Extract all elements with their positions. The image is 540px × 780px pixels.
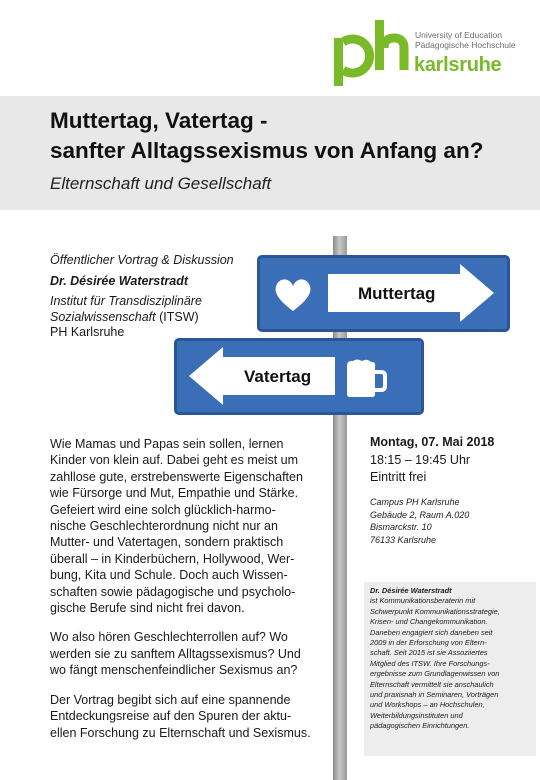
heart-icon: [273, 277, 313, 313]
event-date: Montag, 07. Mai 2018: [370, 435, 495, 449]
ph-karlsruhe-logo: [332, 18, 532, 88]
paragraph-1: Wie Mamas und Papas sein sollen, lernen Kinder von klein auf. Dabei geht es meist um zahllose gute, erstrebenswerte Eigenschaften wie Fürsorge und Mut, Empathie und Stärke. Gefeiert wird eine solch glücklich-harmo- nische Geschlechterordnung nicht nur an Mutter- und Vatertagen, sondern praktisch überall – in Kinderbüchern, Hollywood, Wer- bung, Kita und Schule. Doch auch Wissen- schaften sowie pädagogische und psycholo- gische Berufe sind nicht frei davon.: [50, 437, 303, 616]
speaker-name: Dr. Désirée Waterstradt: [50, 273, 189, 288]
lecture-format: Öffentlicher Vortrag & Diskussion: [50, 253, 234, 267]
event-venue: Campus PH Karlsruhe Gebäude 2, Raum A.020 Bismarckstr. 10 76133 Karlsruhe: [370, 497, 470, 545]
paragraph-2: Wo also hören Geschlechterrollen auf? Wo werden sie zu sanftem Alltagssexismus? Und wo fängt menschenfeindlicher Sexismus an?: [50, 630, 301, 678]
institute-line-1: Institut für Transdisziplinäre: [50, 294, 202, 308]
event-time: 18:15 – 19:45 Uhr: [370, 452, 471, 467]
muttertag-label: Muttertag: [358, 284, 436, 303]
vatertag-sign: [174, 338, 424, 415]
university-name: University of Education Pädagogische Hochschule: [415, 30, 516, 50]
lecture-info: [50, 253, 234, 341]
logo-city: karlsruhe: [414, 54, 502, 76]
lecture-description: [50, 436, 316, 754]
beer-mug-icon: [343, 358, 387, 398]
page-title: Muttertag, Vatertag - sanfter Alltagssexismus von Anfang an?: [50, 108, 484, 163]
event-entry: Eintritt frei: [370, 470, 427, 484]
vatertag-label: Vatertag: [244, 367, 312, 386]
event-details: [370, 434, 494, 487]
page-subtitle: Elternschaft und Gesellschaft: [50, 174, 272, 193]
muttertag-sign: [257, 255, 510, 332]
paragraph-3: Der Vortrag begibt sich auf eine spannende Entdeckungsreise auf den Spuren der aktu- ellen Forschung zu Elternschaft und Sexismus.: [50, 692, 311, 740]
bio-name: Dr. Désirée Waterstradt: [370, 586, 452, 595]
organization: PH Karlsruhe: [50, 325, 125, 339]
ph-logo-mark: [332, 18, 410, 86]
institute-line-2: Sozialwissenschaft (ITSW): [50, 309, 199, 324]
speaker-bio: Dr. Désirée Waterstradt ist Kommunikationsberaterin mit Schwerpunkt Kommunikationsstrategie, Krisen- und Changekommunikation. Daneben engagiert sich daneben seit 2009 in der Erforschung von Eltern- schaft. Seit 2015 ist sie Assoziiertes Mitglied des ITSW. Ihre Forschungs- ergebnisse zum Grundlagenwissen von Elternschaft vermittelt sie anschaulich und praxisnah in Seminaren, Vorträgen und Workshops – an Hochschulen, Weiterbildungsinstituten und pädagogischen Einrichtungen.: [364, 582, 536, 756]
